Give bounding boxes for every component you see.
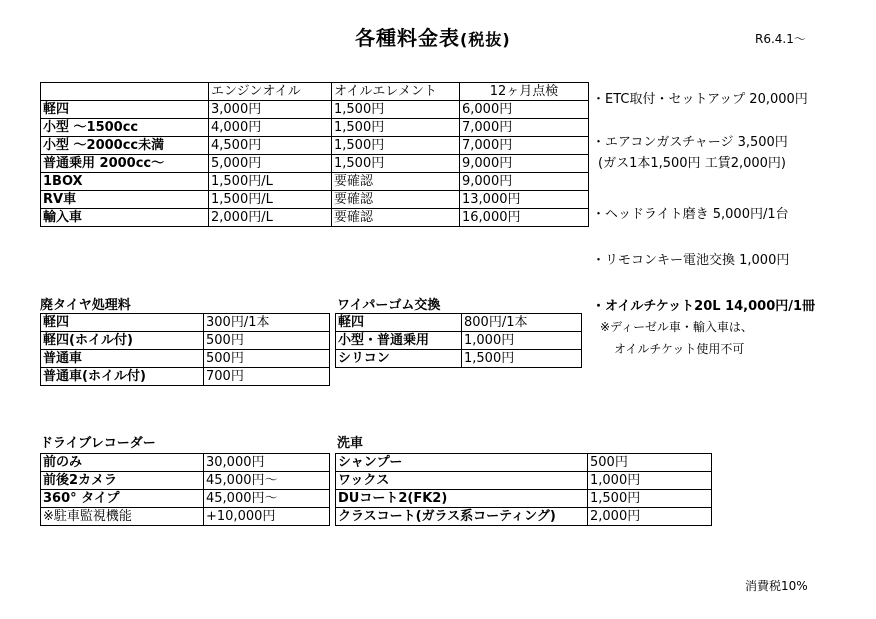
row-label: 360° タイプ xyxy=(41,490,204,508)
oil-ticket-note: ・オイルチケット20L 14,000円/1冊 xyxy=(592,299,816,314)
table-cell: 要確認 xyxy=(332,173,460,191)
table-cell: 9,000円 xyxy=(460,173,589,191)
table-row xyxy=(41,314,330,332)
row-label: シャンプー xyxy=(336,454,588,472)
table-cell: 13,000円 xyxy=(460,191,589,209)
row-label: 普通乗用 2000cc〜 xyxy=(41,155,209,173)
table-row xyxy=(336,490,712,508)
table-cell: 700円 xyxy=(204,368,330,386)
table-cell: 7,000円 xyxy=(460,137,589,155)
tire-disposal-title: 廃タイヤ処理料 xyxy=(40,298,131,313)
table-cell: 9,000円 xyxy=(460,155,589,173)
row-label: 前のみ xyxy=(41,454,204,472)
row-label: 普通車 xyxy=(41,350,204,368)
wiper-title: ワイパーゴム交換 xyxy=(337,298,441,313)
table-cell: 6,000円 xyxy=(460,101,589,119)
table-row xyxy=(41,332,330,350)
header-cell: 12ヶ月点検 xyxy=(460,83,589,101)
aircon-note: ・エアコンガスチャージ 3,500円 xyxy=(592,135,788,150)
table-row xyxy=(41,155,589,173)
row-label: シリコン xyxy=(336,350,462,368)
table-cell: 3,000円 xyxy=(209,101,332,119)
table-cell: 30,000円 xyxy=(204,454,330,472)
row-label: 軽四(ホイル付) xyxy=(41,332,204,350)
table-cell: +10,000円 xyxy=(204,508,330,526)
table-cell: 4,500円 xyxy=(209,137,332,155)
table-row xyxy=(41,350,330,368)
table-row xyxy=(41,490,330,508)
row-label: 軽四 xyxy=(41,101,209,119)
table-row xyxy=(336,454,712,472)
table-cell: 1,500円 xyxy=(462,350,582,368)
table-header-row xyxy=(41,83,589,101)
table-cell: 要確認 xyxy=(332,191,460,209)
etc-note: ・ETC取付・セットアップ 20,000円 xyxy=(592,92,808,107)
row-label: ワックス xyxy=(336,472,588,490)
table-row xyxy=(336,314,582,332)
oil-ticket-caveat-1: ※ディーゼル車・輸入車は、 xyxy=(600,320,753,334)
car-wash-title: 洗車 xyxy=(337,436,364,451)
table-row xyxy=(41,101,589,119)
table-row xyxy=(41,508,330,526)
table-cell: 500円 xyxy=(588,454,712,472)
table-cell: 1,500円 xyxy=(588,490,712,508)
remote-battery-note: ・リモコンキー電池交換 1,000円 xyxy=(592,253,790,268)
aircon-detail-note: (ガス1本1,500円 工賃2,000円) xyxy=(598,156,786,171)
row-label: RV車 xyxy=(41,191,209,209)
wiper-table xyxy=(335,313,582,368)
table-cell: 1,500円 xyxy=(332,101,460,119)
table-row xyxy=(336,332,582,350)
page-title xyxy=(355,22,511,51)
row-label: DUコート2(FK2) xyxy=(336,490,588,508)
table-cell: 1,500円/L xyxy=(209,173,332,191)
table-cell: 要確認 xyxy=(332,209,460,227)
row-label: 前後2カメラ xyxy=(41,472,204,490)
table-cell: 5,000円 xyxy=(209,155,332,173)
table-cell: 2,000円/L xyxy=(209,209,332,227)
table-row xyxy=(41,454,330,472)
table-cell: 500円 xyxy=(204,350,330,368)
table-cell: 45,000円〜 xyxy=(204,490,330,508)
table-cell: 800円/1本 xyxy=(462,314,582,332)
oil-ticket-caveat-2: オイルチケット使用不可 xyxy=(614,342,745,356)
table-cell: 1,000円 xyxy=(462,332,582,350)
table-cell: 1,000円 xyxy=(588,472,712,490)
table-row xyxy=(41,119,589,137)
drive-recorder-table xyxy=(40,453,330,526)
table-row xyxy=(41,173,589,191)
tire-disposal-table xyxy=(40,313,330,386)
table-cell: 4,000円 xyxy=(209,119,332,137)
header-cell: オイルエレメント xyxy=(332,83,460,101)
main-price-table xyxy=(40,82,589,227)
table-cell: 1,500円 xyxy=(332,137,460,155)
row-label: 小型・普通乗用 xyxy=(336,332,462,350)
table-cell: 7,000円 xyxy=(460,119,589,137)
table-cell: 16,000円 xyxy=(460,209,589,227)
row-label: 小型 〜1500cc xyxy=(41,119,209,137)
row-label: 普通車(ホイル付) xyxy=(41,368,204,386)
car-wash-table xyxy=(335,453,712,526)
table-row xyxy=(41,472,330,490)
header-cell: エンジンオイル xyxy=(209,83,332,101)
table-cell: 500円 xyxy=(204,332,330,350)
title-sub: (税抜) xyxy=(460,30,511,49)
table-row xyxy=(336,350,582,368)
drive-recorder-title: ドライブレコーダー xyxy=(40,436,156,451)
table-row xyxy=(41,191,589,209)
row-label: 軽四 xyxy=(336,314,462,332)
row-label: 1BOX xyxy=(41,173,209,191)
row-label: 輸入車 xyxy=(41,209,209,227)
table-cell: 1,500円 xyxy=(332,119,460,137)
row-label: クラスコート(ガラス系コーティング) xyxy=(336,508,588,526)
title-main: 各種料金表 xyxy=(355,26,460,50)
header-cell xyxy=(41,83,209,101)
headlight-note: ・ヘッドライト磨き 5,000円/1台 xyxy=(592,207,789,222)
table-row xyxy=(41,368,330,386)
table-row xyxy=(41,137,589,155)
row-label: ※駐車監視機能 xyxy=(41,508,204,526)
table-cell: 1,500円/L xyxy=(209,191,332,209)
row-label: 軽四 xyxy=(41,314,204,332)
table-cell: 1,500円 xyxy=(332,155,460,173)
table-row xyxy=(41,209,589,227)
table-cell: 2,000円 xyxy=(588,508,712,526)
table-row xyxy=(336,472,712,490)
effective-date: R6.4.1〜 xyxy=(755,32,806,46)
table-cell: 45,000円〜 xyxy=(204,472,330,490)
tax-note: 消費税10% xyxy=(745,579,808,593)
table-row xyxy=(336,508,712,526)
row-label: 小型 〜2000cc未満 xyxy=(41,137,209,155)
table-cell: 300円/1本 xyxy=(204,314,330,332)
